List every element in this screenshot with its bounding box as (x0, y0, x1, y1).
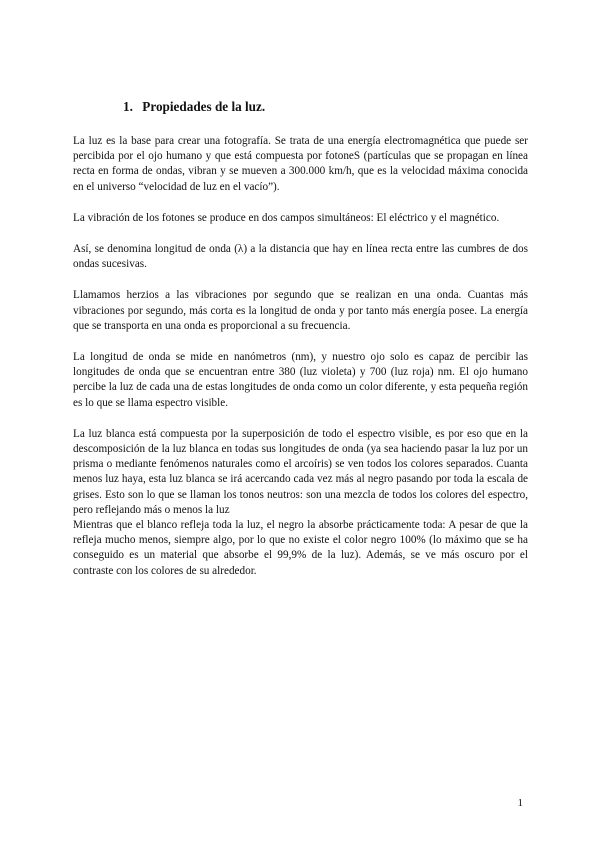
paragraph-photon-vibration: La vibración de los fotones se produce en dos campos simultáneos: El eléctrico y el magnético. (73, 211, 500, 224)
paragraph-wavelength: Así, se denomina longitud de onda (λ) a la distancia que hay en línea recta entre las cumbres de dos ondas sucesivas. (73, 243, 528, 271)
heading-number: 1. (123, 99, 133, 114)
paragraph-light-definition: La luz es la base para crear una fotografía. Se trata de una energía electromagnética que puede ser percibida por el ojo humano y que está compuesta por fotoneS (partículas que se propagan en línea recta en forma de ondas, vibran y se mueven a 300.000 km/h, que es la velocidad máxima conocida en el universo “velocidad de luz en el vacío”). (73, 135, 528, 193)
section-heading (73, 98, 528, 116)
page-number: 1 (517, 797, 523, 809)
paragraph-black-absorption: Mientras que el blanco refleja toda la luz, el negro la absorbe prácticamente toda: A pesar de que la refleja mucho menos, siempre algo, por lo que no existe el color negro 100% (lo máximo que se ha conseguido es un material que absorbe el 99,9% de la luz). Además, se ve más oscuro por el contraste con los colores de su alrededor. (73, 519, 528, 577)
heading-title: Propiedades de la luz. (142, 99, 266, 114)
paragraph-visible-spectrum: La longitud de onda se mide en nanómetros (nm), y nuestro ojo solo es capaz de percibir las longitudes de onda que se encuentran entre 380 (luz violeta) y 700 (luz roja) nm. El ojo humano percibe la luz de cada una de estas longitudes de onda como un color diferente, y esta pequeña región es lo que se llama espectro visible. (73, 351, 528, 409)
paragraph-white-light: La luz blanca está compuesta por la superposición de todo el espectro visible, es por eso que en la descomposición de la luz blanca en todas sus longitudes de onda (ya sea haciendo pasar la luz por un prisma o mediante fenómenos naturales como el arcoíris) se ven todos los colores separados. Cuanta menos luz haya, esta luz blanca se irá acercando cada vez más al negro pasando por toda la escala de grises. Esto son lo que se llaman los tonos neutros: son una mezcla de todos los colores del espectro, pero reflejando más o menos la luz (73, 427, 528, 516)
page-content (73, 98, 528, 595)
paragraph-hertz: Llamamos herzios a las vibraciones por segundo que se realizan en una onda. Cuantas más vibraciones por segundo, más corta es la longitud de onda y por tanto más energía posee. La energía que se transporta en una onda es proporcional a su frecuencia. (73, 289, 528, 332)
